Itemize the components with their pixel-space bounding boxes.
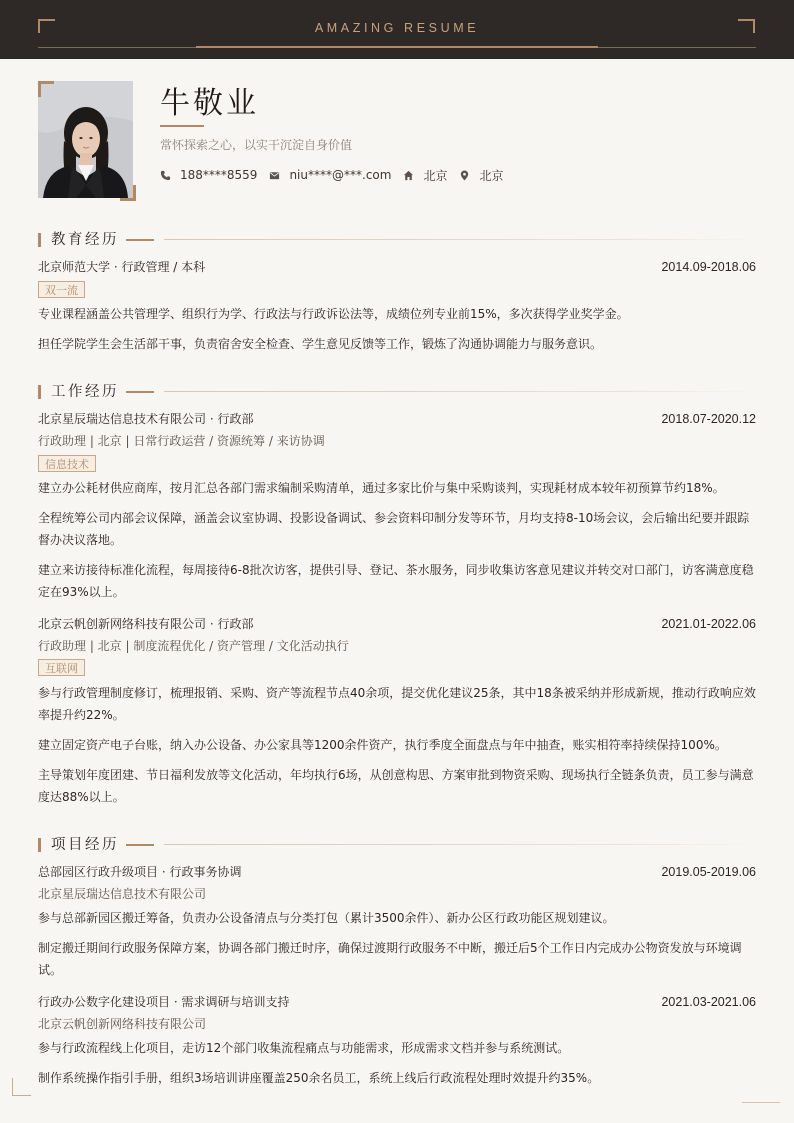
section-header-education [38,231,756,249]
school-major: 北京师范大学 · 行政管理 / 本科 [38,260,206,274]
contact-hometown [403,167,447,184]
section-accent-line [126,844,154,846]
brand-title: AMAZING RESUME [314,21,480,35]
company-dept: 北京云帆创新网络科技有限公司 · 行政部 [38,617,254,631]
project-entry-heading [38,994,756,1010]
work-desc: 建立固定资产电子台账，纳入办公设备、办公家具等1200余件资产，执行季度全面盘点与年中抽查，账实相符率持续保持100%。 [38,738,727,752]
hometown-text: 北京 [423,168,448,183]
project-desc: 制定搬迁期间行政服务保障方案，协调各部门搬迁时序，确保过渡期行政服务不中断，搬迁后5个工作日内完成办公物资发放与环境调试。 [38,941,742,977]
project-company: 北京星辰瑞达信息技术有限公司 [38,887,207,901]
project-entry-heading [38,864,756,880]
contact-location [459,167,503,184]
photo-corner [120,185,136,201]
section-header-projects [38,836,756,854]
section-bar [38,385,41,399]
work-desc: 全程统筹公司内部会议保障，涵盖会议室协调、投影设备调试、参会资料印制分发等环节，月均支持8-10场会议，会后输出纪要并跟踪督办决议落地。 [38,511,750,547]
section-title: 教育经历 [51,232,119,248]
project-title: 总部园区行政升级项目 · 行政事务协调 [38,865,242,879]
work-desc: 参与行政管理制度修订，梳理报销、采购、资产等流程节点40余项，提交优化建议25条，其中18条被采纳并形成新规，推动行政响应效率提升约22%。 [38,686,756,722]
section-divider [164,239,756,240]
section-title: 工作经历 [51,384,119,400]
footer-line [742,1102,780,1103]
section-header-work [38,383,756,401]
job-subtitle: 行政助理 | 北京 | 日常行政运营 / 资源统筹 / 来访协调 [38,434,325,448]
avatar [38,81,133,198]
work-entry-heading [38,411,756,427]
location-pin-icon [459,170,470,181]
date-range: 2019.05-2019.06 [661,865,756,879]
work-desc: 建立来访接待标准化流程，每周接待6-8批次访客，提供引导、登记、茶水服务，同步收集访客意见建议并转交对口部门，访客满意度稳定在93%以上。 [38,563,754,599]
education-desc: 专业课程涵盖公共管理学、组织行为学、行政法与行政诉讼法等，成绩位列专业前15%，多次获得学业奖学金。 [38,307,629,321]
job-subtitle: 行政助理 | 北京 | 制度流程优化 / 资产管理 / 文化活动执行 [38,639,349,653]
contact-list [160,167,515,183]
section-accent-line [126,239,154,241]
work-entry-heading [38,616,756,632]
section-divider [164,391,756,392]
project-desc: 参与行政流程线上化项目，走访12个部门收集流程痛点与功能需求，形成需求文档并参与系统测试。 [38,1041,570,1055]
education-desc: 担任学院学生会生活部干事，负责宿舍安全检查、学生意见反馈等工作，锻炼了沟通协调能力与服务意识。 [38,337,603,351]
location-text: 北京 [479,168,504,183]
project-title: 行政办公数字化建设项目 · 需求调研与培训支持 [38,995,290,1009]
tagline: 常怀探索之心，以实干沉淀自身价值 [160,138,353,152]
company-dept: 北京星辰瑞达信息技术有限公司 · 行政部 [38,412,254,426]
tag-badge: 信息技术 [38,455,96,472]
photo-corner [38,81,54,97]
work-desc: 建立办公耗材供应商库，按月汇总各部门需求编制采购清单，通过多家比价与集中采购谈判，实现耗材成本较年初预算节约18%。 [38,481,725,495]
home-icon [403,170,414,181]
section-divider [164,844,756,845]
section-title: 项目经历 [51,837,119,853]
contact-email[interactable] [269,168,391,182]
project-desc: 参与总部新园区搬迁筹备，负责办公设备清点与分类打包（累计3500余件）、新办公区行政功能区规划建议。 [38,911,615,925]
tag-badge: 互联网 [38,659,85,676]
header-band [0,0,794,59]
project-company: 北京云帆创新网络科技有限公司 [38,1017,207,1031]
section-bar [38,233,41,247]
phone-text: 188****8559 [180,168,258,182]
header-accent-line [196,46,598,48]
contact-phone[interactable] [160,168,257,182]
section-accent-line [126,391,154,393]
name-underline [160,125,204,127]
tag-badge: 双一流 [38,281,85,298]
work-desc: 主导策划年度团建、节日福利发放等文化活动，年均执行6场，从创意构思、方案审批到物资采购、现场执行全链条负责，员工参与满意度达88%以上。 [38,768,754,804]
section-bar [38,838,41,852]
email-text: niu****@***.com [289,168,392,182]
mail-icon [269,170,280,181]
project-desc: 制作系统操作指引手册，组织3场培训讲座覆盖250余名员工，系统上线后行政流程处理时效提升约35%。 [38,1071,600,1085]
corner-ornament [12,1078,31,1096]
date-range: 2018.07-2020.12 [661,412,756,426]
candidate-name: 牛敬业 [160,86,259,121]
phone-icon [160,170,171,181]
education-entry-heading [38,259,756,275]
date-range: 2021.01-2022.06 [661,617,756,631]
date-range: 2014.09-2018.06 [661,260,756,274]
date-range: 2021.03-2021.06 [661,995,756,1009]
